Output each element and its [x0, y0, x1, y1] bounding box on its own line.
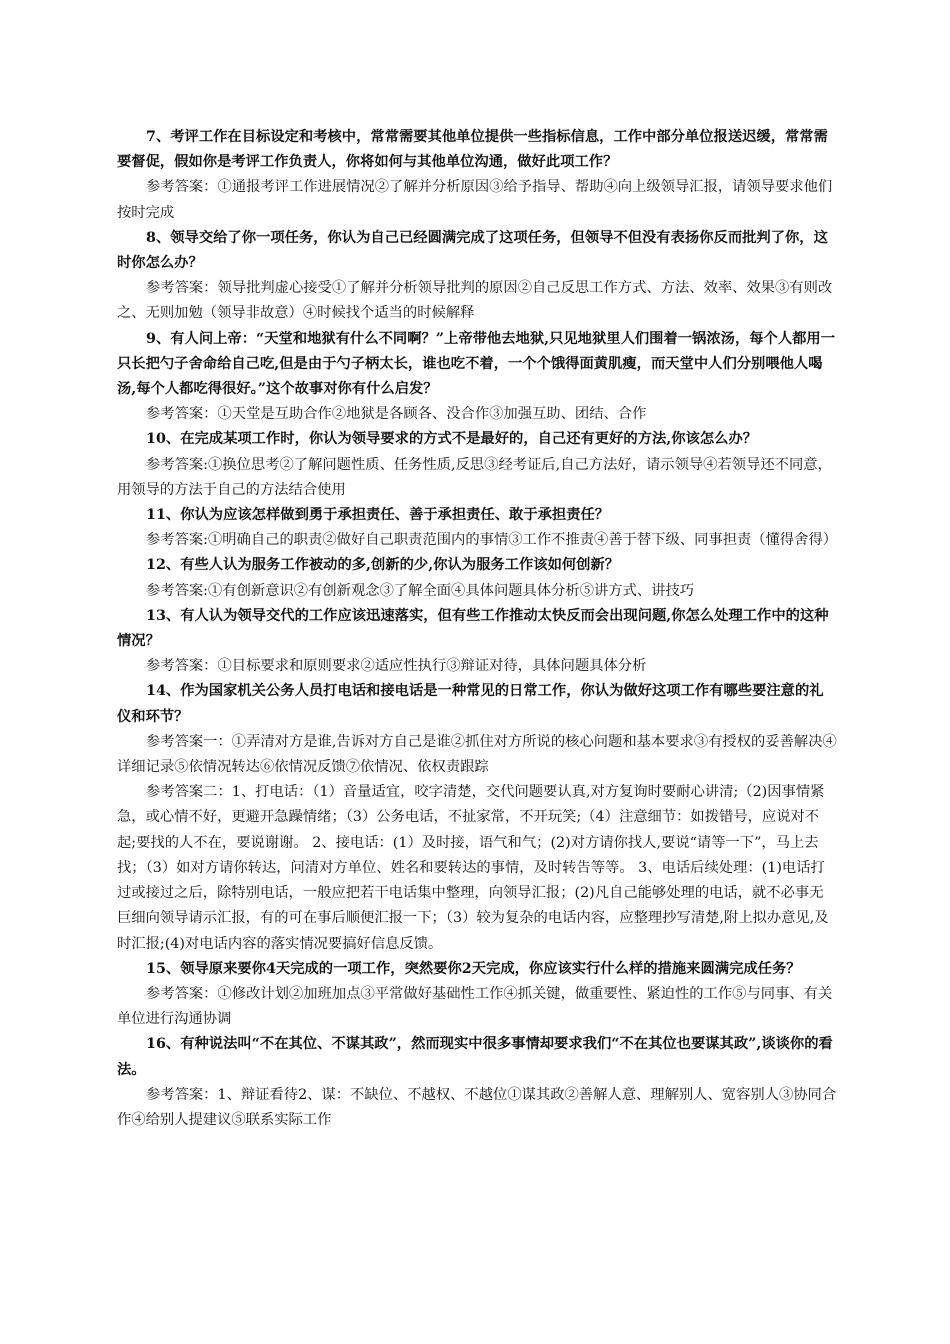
question-text: 14、作为国家机关公务人员打电话和接电话是一种常见的日常工作，你认为做好这项工作有哪些要注意的礼仪和环节？ [117, 683, 824, 725]
answer-text: 参考答案一：①弄清对方是谁,告诉对方自己是谁②抓住对方所说的核心问题和基本要求③有授权的妥善解决④详细记录⑤依情况转达⑥依情况反馈⑦依情况、依权责跟踪 [117, 733, 837, 776]
qa-item-15 [117, 957, 837, 1033]
answer-text: 参考答案：1、辩证看待2、谋：不缺位、不越权、不越位①谋其政②善解人意、理解别人、宽容别人③协同合作④给别人提建议⑤联系实际工作 [117, 1086, 837, 1128]
question-text: 7、考评工作在目标设定和考核中，常常需要其他单位提供一些指标信息，工作中部分单位报送迟缓，常常需要督促，假如你是考评工作负责人，你将如何与其他单位沟通，做好此项工作？ [117, 129, 828, 171]
answer-text: 参考答案：①修改计划②加班加点③平常做好基础性工作④抓关键，做重要性、紧迫性的工作⑤与同事、有关单位进行沟通协调 [117, 985, 833, 1028]
question-text: 13、有人认为领导交代的工作应该迅速落实，但有些工作推动太快反而会出现问题,你怎么处理工作中的这种情况？ [117, 607, 829, 650]
answer-text: 参考答案:①有创新意识②有创新观念③了解全面④具体问题具体分析⑤讲方式、讲技巧 [146, 582, 695, 599]
answer-text: 参考答案二：1、打电话：（1）音量适宜，咬字清楚，交代问题要认真,对方复询时要耐心讲清;（2)因事情紧急，或心情不好，更避开急躁情绪；（3）公务电话，不扯家常，不开玩笑;（4）注意细节：如拨错号，应说对不起;要找的人不在，要说谢谢。 2、接电话：(1）及时接，语气和气；(2)对方请你找人,要说“请等一下”，马上去找；（3）如对方请你转达，问清对方单位、姓名和要转达的事情，及时转告等等。 3、电话后续处理：(1)电话打过或接过之后，除特别电话，一般应把若干电话集中整理，向领导汇报；(2)凡自己能够处理的电话，就不必事无巨细向领导请示汇报，有的可在事后顺便汇报一下；（3）较为复杂的电话内容，应整理抄写清楚,附上拟办意见,及时汇报;(4)对电话内容的落实情况要搞好信息反馈。 [117, 784, 829, 952]
qa-item-10 [117, 427, 837, 503]
qa-item-16 [117, 1032, 837, 1133]
qa-item-7 [117, 125, 837, 226]
qa-item-12 [117, 553, 837, 603]
question-text: 15、领导原来要你4天完成的一项工作，突然要你2天完成，你应该实行什么样的措施来圆满完成任务？ [146, 960, 801, 977]
qa-item-14 [117, 679, 837, 956]
qa-item-9 [117, 327, 837, 428]
question-text: 10、在完成某项工作时，你认为领导要求的方式不是最好的，自己还有更好的方法,你该怎么办？ [146, 431, 758, 448]
qa-item-13 [117, 604, 837, 680]
question-text: 9、有人问上帝：“天堂和地狱有什么不同啊？”上帝带他去地狱,只见地狱里人们围着一锅浓汤，每个人都用一只长把勺子舍命给自己吃,但是由于勺子柄太长，谁也吃不着，一个个饿得面黄肌瘦，而天堂中人们分别喂他人喝汤,每个人都吃得很好。”这个故事对你有什么启发？ [117, 330, 836, 398]
question-text: 8、领导交给了你一项任务，你认为自己已经圆满完成了这项任务，但领导不但没有表扬你反而批判了你，这时你怎么办？ [117, 229, 828, 272]
question-text: 16、有种说法叫“不在其位、不谋其政”，然而现实中很多事情却要求我们“不在其位也要谋其政”,谈谈你的看法。 [117, 1036, 833, 1078]
question-text: 12、有些人认为服务工作被动的多,创新的少,你认为服务工作该如何创新？ [146, 557, 620, 574]
question-text: 11、你认为应该怎样做到勇于承担责任、善于承担责任、敢于承担责任？ [146, 507, 610, 524]
document-page [117, 125, 837, 1133]
answer-text: 参考答案：领导批判虚心接受①了解并分析领导批判的原因②自己反思工作方式、方法、效率、效果③有则改之、无则加勉（领导非故意）④时候找个适当的时候解释 [117, 280, 833, 322]
answer-text: 参考答案：①通报考评工作进展情况②了解并分析原因③给予指导、帮助④向上级领导汇报，请领导要求他们按时完成 [117, 179, 833, 221]
answer-text: 参考答案:①换位思考②了解问题性质、任务性质,反思③经考证后,自己方法好，请示领导④若领导还不同意，用领导的方法于自己的方法结合使用 [117, 456, 832, 498]
answer-text: 参考答案：①目标要求和原则要求②适应性执行③辩证对待，具体问题具体分析 [146, 658, 647, 675]
qa-item-8 [117, 226, 837, 327]
qa-item-11 [117, 503, 837, 553]
answer-text: 参考答案：①天堂是互助合作②地狱是各顾各、没合作③加强互助、团结、合作 [146, 406, 647, 423]
answer-text: 参考答案:①明确自己的职责②做好自己职责范围内的事情③工作不推责④善于替下级、同事担责（懂得舍得） [146, 532, 838, 549]
